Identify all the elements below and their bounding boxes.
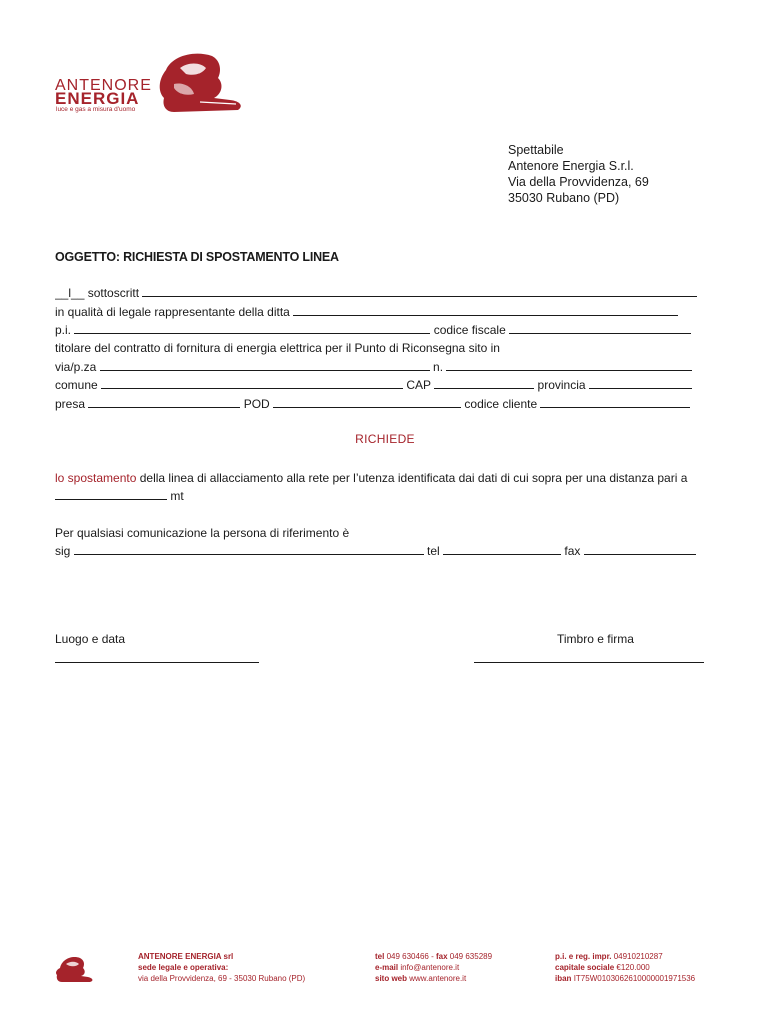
fax-field[interactable] (584, 545, 696, 555)
footer-company-name: ANTENORE ENERGIA srl (138, 952, 234, 961)
via-field[interactable] (100, 361, 430, 371)
recipient-address (508, 142, 649, 206)
fax-label: fax (564, 544, 581, 558)
civic-number-label: n. (433, 360, 444, 374)
form-row-via (55, 360, 706, 374)
footer-iban: IT75W0103062610000001971536 (573, 974, 696, 983)
footer-contact-block: tel 049 630466 - fax 049 635289 e-mail info@antenore.it sito web www.antenore.it (375, 952, 493, 983)
via-label: via/p.za (55, 360, 97, 374)
footer-iban-label: iban (555, 974, 572, 983)
sottoscritto-label: __l__ sottoscritt (55, 286, 140, 300)
recipient-street: Via della Provvidenza, 69 (508, 175, 649, 189)
form-row-ditta (55, 305, 706, 319)
logo-tagline: luce e gas a misura d'uomo (56, 106, 136, 113)
footer-capital: €120.000 (616, 963, 650, 972)
form-row-presa (55, 397, 706, 411)
sig-field[interactable] (74, 545, 424, 555)
request-highlight: lo spostamento (55, 471, 137, 485)
codice-fiscale-label: codice fiscale (433, 323, 506, 337)
distance-unit: mt (170, 489, 184, 503)
provincia-field[interactable] (589, 379, 692, 389)
contact-paragraph (55, 524, 720, 560)
logo-wordmark-bottom: ENERGIA (55, 89, 140, 108)
contact-intro: Per qualsiasi comunicazione la persona di riferimento è (55, 526, 350, 540)
provincia-label: provincia (537, 378, 586, 392)
form-row-pi-cf (55, 323, 706, 337)
form-row-titolare (55, 341, 706, 355)
sottoscritto-field[interactable] (142, 287, 697, 297)
footer-lion-logo-icon (54, 954, 94, 982)
footer-pi: 04910210287 (613, 952, 663, 961)
pod-field[interactable] (273, 398, 461, 408)
footer-tel: 049 630466 (386, 952, 429, 961)
cap-field[interactable] (434, 379, 534, 389)
request-text: della linea di allacciamento alla rete per l’utenza identificata dai dati di cui sopra per una distanza pari a (136, 471, 688, 485)
place-date-line[interactable] (55, 662, 259, 663)
footer-email[interactable]: info@antenore.it (400, 963, 460, 972)
presa-field[interactable] (88, 398, 240, 408)
pod-label: POD (243, 397, 270, 411)
pi-field[interactable] (74, 324, 430, 334)
footer-tel-label: tel (375, 952, 385, 961)
footer-seat-label: sede legale e operativa: (138, 963, 229, 972)
footer-web[interactable]: www.antenore.it (409, 974, 467, 983)
titolare-text: titolare del contratto di fornitura di energia elettrica per il Punto di Riconsegna sito in (55, 341, 500, 355)
footer-web-label: sito web (375, 974, 408, 983)
recipient-company: Antenore Energia S.r.l. (508, 159, 634, 173)
sig-label: sig (55, 544, 71, 558)
ditta-label: in qualità di legale rappresentante della ditta (55, 305, 290, 319)
codice-cliente-field[interactable] (540, 398, 690, 408)
footer-pi-label: p.i. e reg. impr. (555, 952, 612, 961)
recipient-city: 35030 Rubano (PD) (508, 191, 620, 205)
tel-label: tel (427, 544, 440, 558)
codice-cliente-label: codice cliente (464, 397, 538, 411)
footer-fax: 049 635289 (449, 952, 493, 961)
stamp-sign-line[interactable] (474, 662, 704, 663)
comune-field[interactable] (101, 379, 403, 389)
recipient-salutation: Spettabile (508, 143, 564, 157)
footer-fax-label: fax (435, 952, 448, 961)
request-paragraph (55, 469, 720, 505)
stamp-sign-label: Timbro e firma (557, 632, 634, 646)
richiede-heading: RICHIEDE (355, 432, 415, 446)
ditta-field[interactable] (293, 306, 678, 316)
logo-wordmark-top: ANTENORE (55, 77, 152, 94)
footer-capital-label: capitale sociale (555, 963, 615, 972)
place-date-label: Luogo e data (55, 632, 126, 646)
comune-label: comune (55, 378, 98, 392)
distance-field[interactable] (55, 490, 167, 500)
footer-company-block (138, 951, 305, 984)
form-row-sottoscritto (55, 286, 706, 300)
footer-legal-block (555, 951, 695, 984)
cap-label: CAP (406, 378, 431, 392)
form-row-comune (55, 378, 706, 392)
presa-label: presa (55, 397, 86, 411)
document-subject: OGGETTO: RICHIESTA DI SPOSTAMENTO LINEA (55, 250, 339, 264)
footer-address: via della Provvidenza, 69 - 35030 Rubano (PD) (138, 974, 306, 983)
pi-label: p.i. (55, 323, 72, 337)
footer-email-label: e-mail (375, 963, 399, 972)
codice-fiscale-field[interactable] (509, 324, 691, 334)
civic-number-field[interactable] (446, 361, 692, 371)
tel-field[interactable] (443, 545, 561, 555)
